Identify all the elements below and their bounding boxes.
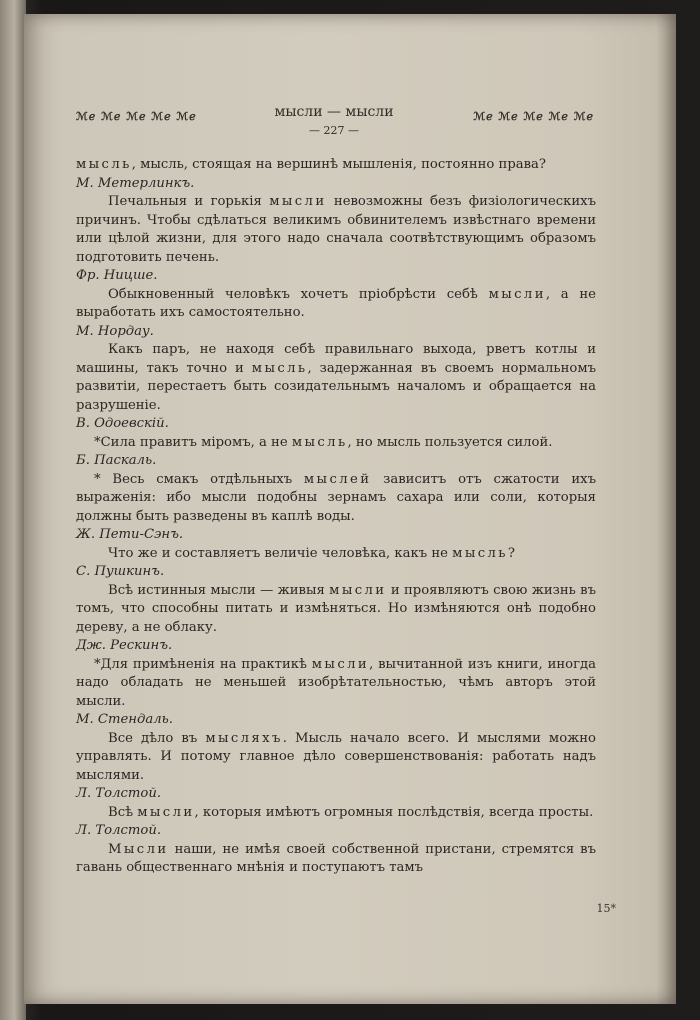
text-run: наши, не имѣя своей собственной пристани, стремятся въ гавань общественнаго мнѣнія и поступаютъ тамъ bbox=[76, 841, 596, 875]
spaced-keyword: мыслей bbox=[303, 471, 372, 487]
spaced-keyword: мысль bbox=[251, 360, 308, 376]
binding-shadow bbox=[656, 14, 676, 1004]
spaced-keyword: мысли bbox=[311, 656, 370, 672]
text-run: ? bbox=[507, 545, 515, 561]
page-body bbox=[76, 156, 596, 878]
text-run: Всѣ bbox=[108, 804, 138, 820]
header-ornament-left: ℳℯ ℳℯ ℳℯ ℳℯ ℳℯ bbox=[76, 110, 197, 123]
text-run: , вычитанной изъ книги, иногда надо обладать не меньшей изобрѣтательностью, чѣмъ авторъ этой мысли. bbox=[76, 656, 596, 709]
text-run: невозможны безъ физіологическихъ причинъ. Чтобы сдѣлаться великимъ обвинителемъ извѣстнаго времени или цѣлой жизни, для этого надо сначала соотвѣтствующимъ образомъ подготовить печень. bbox=[76, 194, 596, 265]
spaced-keyword: мысль bbox=[76, 157, 132, 172]
text-run: , но мысль пользуется силой. bbox=[347, 434, 553, 450]
text-run: Обыкновенный человѣкъ хочетъ пріобрѣсти себѣ bbox=[108, 286, 489, 302]
quote-paragraph bbox=[76, 471, 596, 527]
text-run: * Весь смакъ отдѣльныхъ bbox=[94, 471, 304, 487]
quote-paragraph bbox=[76, 730, 596, 786]
text-run: *Для примѣненія на практикѣ bbox=[94, 656, 312, 672]
quote-attribution: Л. Толстой. bbox=[76, 786, 162, 801]
quote-paragraph bbox=[76, 804, 596, 823]
quote-paragraph bbox=[76, 434, 596, 453]
quote-attribution: Ж. Пети-Сэнъ. bbox=[76, 527, 184, 542]
quote-paragraph bbox=[76, 341, 596, 415]
page-number: — 227 — bbox=[309, 124, 359, 137]
quote-paragraph bbox=[76, 656, 596, 712]
text-run: зависитъ отъ сжатости ихъ выраженія: ибо мысли подобны зернамъ сахара или соли, которыя должны быть разведены въ каплѣ воды. bbox=[76, 471, 596, 524]
spaced-keyword: мысли bbox=[137, 804, 195, 820]
quote-attribution: Фр. Ницше. bbox=[76, 268, 158, 283]
quote-attribution: В. Одоевскій. bbox=[76, 416, 169, 431]
text-run: , задержанная въ своемъ нормальномъ развитіи, перестаетъ быть созидательнымъ началомъ и обращается на разрушеніе. bbox=[76, 360, 596, 413]
text-run: *Сила правитъ міромъ, а не bbox=[94, 434, 292, 450]
spaced-keyword: мысляхъ bbox=[205, 730, 283, 746]
spaced-keyword: Мысли bbox=[108, 841, 169, 857]
text-run: . Мысль начало всего. И мыслями можно управлять. И потому главное дѣло совершенствованія: работать надъ мыслями. bbox=[76, 730, 596, 783]
text-run: Что же и составляетъ величіе человѣка, какъ не bbox=[108, 545, 453, 561]
text-run: , а не выработать ихъ самостоятельно. bbox=[76, 286, 596, 320]
quote-paragraph bbox=[76, 582, 596, 638]
spaced-keyword: мысль bbox=[291, 434, 348, 450]
quote-attribution: М. Стендаль. bbox=[76, 712, 173, 727]
text-run: Всѣ истинныя мысли — живыя bbox=[108, 582, 330, 598]
text-run: Печальныя и горькія bbox=[108, 194, 270, 209]
spaced-keyword: мысли bbox=[329, 582, 387, 598]
quote-paragraph bbox=[76, 193, 596, 267]
running-title: мысли — мысли bbox=[274, 104, 394, 120]
page-header bbox=[74, 104, 594, 148]
spaced-keyword: мысли bbox=[269, 194, 327, 209]
quote-attribution: Б. Паскаль. bbox=[76, 453, 157, 468]
header-ornament-right: ℳℯ ℳℯ ℳℯ ℳℯ ℳℯ bbox=[473, 110, 594, 123]
quote-paragraph bbox=[76, 841, 596, 878]
printer-signature-mark: 15* bbox=[596, 902, 616, 915]
text-run: Какъ паръ, не находя себѣ правильнаго выхода, рветъ котлы и машины, такъ точно и bbox=[76, 342, 596, 376]
quote-paragraph bbox=[76, 156, 596, 175]
quote-paragraph bbox=[76, 545, 596, 564]
quote-attribution: Л. Толстой. bbox=[76, 823, 162, 838]
quote-attribution: М. Метерлинкъ. bbox=[76, 175, 195, 191]
quote-paragraph bbox=[76, 286, 596, 323]
quote-attribution: М. Нордау. bbox=[76, 323, 154, 339]
spaced-keyword: мысль bbox=[452, 545, 508, 561]
text-run: и проявляютъ свою жизнь въ томъ, что способны питать и измѣняться. Но измѣняются онѣ подобно дереву, а не облаку. bbox=[76, 582, 596, 635]
previous-page-edge bbox=[0, 0, 26, 1020]
text-run: , которыя имѣютъ огромныя послѣдствія, всегда просты. bbox=[194, 804, 594, 820]
quote-attribution: С. Пушкинъ. bbox=[76, 564, 165, 579]
text-run: Все дѣло въ bbox=[108, 730, 206, 746]
quote-attribution: Дж. Рескинъ. bbox=[76, 638, 173, 653]
book-page bbox=[24, 14, 676, 1004]
spaced-keyword: мысли bbox=[488, 286, 546, 302]
text-run: , мысль, стоящая на вершинѣ мышленія, постоянно права? bbox=[131, 157, 546, 172]
